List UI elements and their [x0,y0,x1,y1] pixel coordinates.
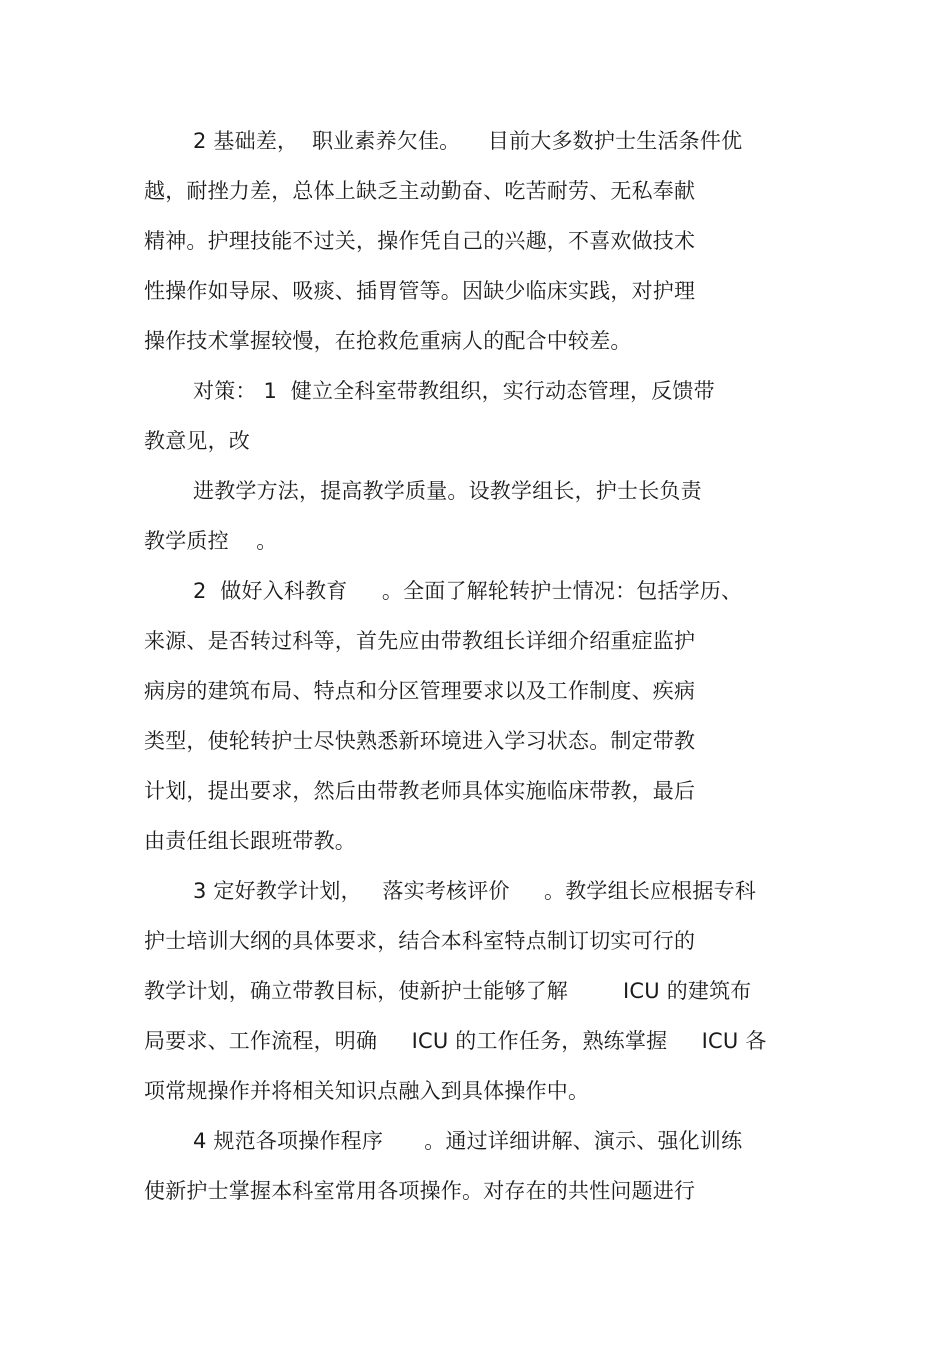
text-line: 4 规范各项操作程序 。通过详细讲解、演示、强化训练 [193,1129,743,1153]
text-line: 由责任组长跟班带教。 [144,829,356,853]
text-line: 性操作如导尿、吸痰、插胃管等。因缺少临床实践，对护理 [144,279,696,303]
text-line: 越，耐挫力差，总体上缺乏主动勤奋、吃苦耐劳、无私奉献 [144,179,696,203]
text-line: 来源、是否转过科等，首先应由带教组长详细介绍重症监护 [144,629,696,653]
text-line: 教学质控 。 [144,529,278,553]
text-line: 操作技术掌握较慢，在抢救危重病人的配合中较差。 [144,329,632,353]
text-line: 教意见，改 [144,429,250,453]
text-line: 教学计划，确立带教目标，使新护士能够了解 ICU 的建筑布 [144,979,752,1003]
text-line: 精神。护理技能不过关，操作凭自己的兴趣，不喜欢做技术 [144,229,696,253]
text-line: 使新护士掌握本科室常用各项操作。对存在的共性问题进行 [144,1179,696,1203]
text-line: 2 做好入科教育 。全面了解轮转护士情况：包括学历、 [193,579,743,603]
text-line: 局要求、工作流程，明确 ICU 的工作任务，熟练掌握 ICU 各 [144,1029,767,1053]
text-line: 项常规操作并将相关知识点融入到具体操作中。 [144,1079,590,1103]
text-line: 2 基础差， 职业素养欠佳。 目前大多数护士生活条件优 [193,129,743,153]
text-line: 护士培训大纲的具体要求，结合本科室特点制订切实可行的 [144,929,696,953]
text-line: 类型，使轮转护士尽快熟悉新环境进入学习状态。制定带教 [144,729,696,753]
text-line: 病房的建筑布局、特点和分区管理要求以及工作制度、疾病 [144,679,696,703]
text-line: 计划，提出要求，然后由带教老师具体实施临床带教，最后 [144,779,696,803]
text-line: 3 定好教学计划， 落实考核评价 。教学组长应根据专科 [193,879,757,903]
text-line: 对策： 1 健立全科室带教组织，实行动态管理，反馈带 [193,379,715,403]
text-line: 进教学方法，提高教学质量。设教学组长，护士长负责 [193,479,702,503]
